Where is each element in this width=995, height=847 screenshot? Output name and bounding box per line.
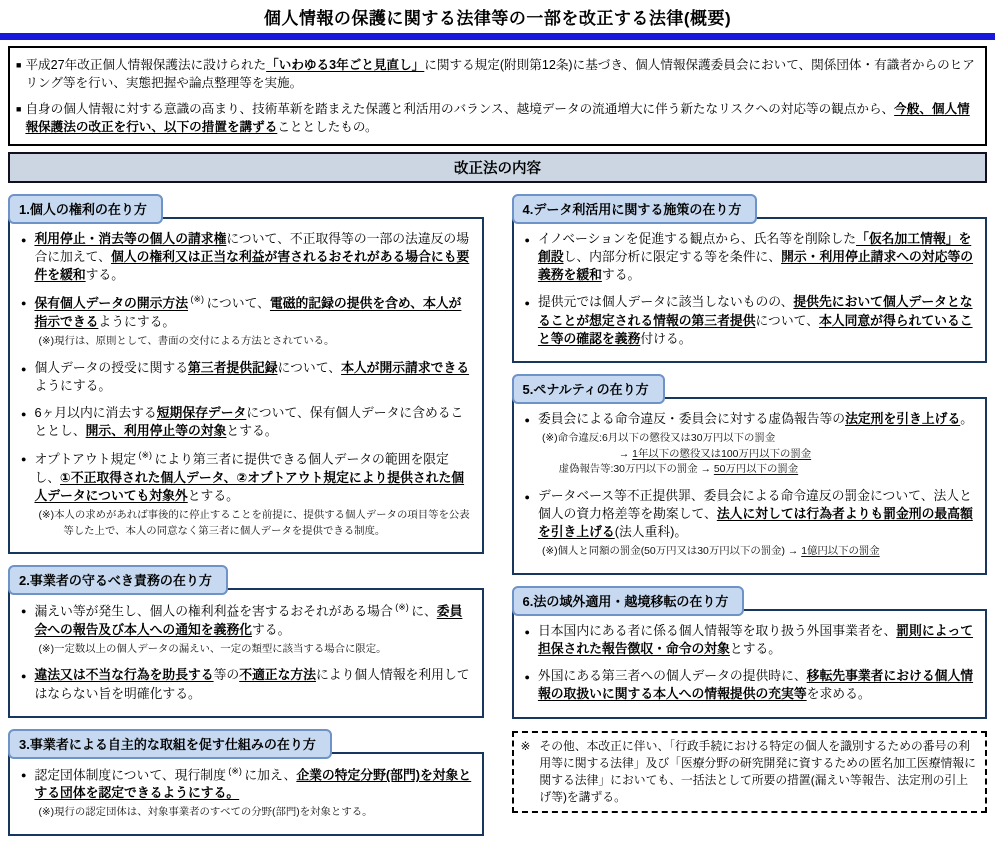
bullet-text <box>34 765 473 821</box>
text-segment: 付ける。 <box>640 330 692 346</box>
text-segment: 移転先事業者における個人情報の取扱いに関する本人への情報提供の充実等 <box>537 668 974 702</box>
section-3-body <box>8 752 484 836</box>
text-segment: する。 <box>85 267 125 283</box>
bullet-text <box>538 667 977 703</box>
section-6 <box>512 586 988 719</box>
text-segment: 開示、利用停止等の対象 <box>85 423 227 439</box>
footnote-line <box>38 334 473 350</box>
text-segment: (※)個人と同額の罰金(50万円又は30万円以下の罰金) → <box>541 546 802 558</box>
text-segment: 。 <box>960 410 974 426</box>
footnote-block <box>38 334 473 350</box>
text-segment: 法定刑を引き上げる <box>845 410 961 426</box>
text-segment: 認定団体制度について、現行制度 <box>34 767 226 782</box>
text-segment: データベース等不正提供罪、委員会による命令違反の罰金について、法人と個人の資力格差等を勘案して、 <box>537 487 972 522</box>
text-segment: について、 <box>206 295 270 311</box>
text-segment: (※) <box>188 294 207 305</box>
section-1-bullet-5 <box>18 449 474 539</box>
text-segment: (※) <box>136 450 155 461</box>
footnote-line <box>619 447 977 463</box>
text-segment: 企業の特定分野(部門)を対象とする団体を認定できるようにする。 <box>34 767 472 801</box>
intro-bullet-2-text <box>25 100 977 137</box>
circle-bullet-icon: ● <box>21 769 27 780</box>
text-segment: し、内部分析に限定する等を条件に、 <box>563 249 782 265</box>
text-segment: (※) <box>392 602 412 613</box>
text-segment: 違法又は不当な行為を助長する <box>34 667 214 683</box>
text-segment: により第三者に提供できる個人データの範囲を限定し、 <box>34 451 449 485</box>
text-segment: する。 <box>251 621 291 637</box>
section-1-body <box>8 217 484 554</box>
section-3 <box>8 729 484 836</box>
section-2-bullet-1 <box>18 601 474 657</box>
text-segment: 電磁的記録の提供を含め、本人が指示できる <box>34 295 462 329</box>
section-4-bullet-2 <box>522 293 978 347</box>
section-5 <box>512 374 988 575</box>
circle-bullet-icon: ● <box>21 671 27 682</box>
text-segment: 本人同意が得られていること等の確認を義務 <box>537 312 973 346</box>
text-segment: に関する規定(附則第12条)に基づき、個人情報保護委員会において、関係団体・有識者からのヒアリング等を行い、実態把握や論点整理等を実施。 <box>25 58 975 91</box>
bullet-text <box>538 622 977 658</box>
section-6-bullet-2 <box>522 667 978 703</box>
text-segment: 法人に対しては行為者よりも罰金刑の最高額を引き上げる <box>537 506 973 540</box>
section-2-tab: 2.事業者の守るべき責務の在り方 <box>8 565 228 595</box>
text-segment: とする。 <box>226 423 278 439</box>
columns-container <box>8 194 987 847</box>
bullet-text <box>34 359 473 395</box>
text-segment: オプトアウト規定 <box>34 451 137 467</box>
text-segment: イノベーションを促進する観点から、氏名等を削除した <box>537 231 857 246</box>
footnote-block <box>38 508 473 539</box>
bullet-text <box>34 404 473 440</box>
section-5-bullet-2 <box>522 487 978 560</box>
section-5-bullet-1 <box>522 410 978 478</box>
text-segment: 日本国内にある者に係る個人情報等を取り扱う外国事業者を、 <box>537 623 897 638</box>
text-segment: 「いわゆる3年ごと見直し」 <box>266 58 425 72</box>
square-bullet-icon: ■ <box>16 103 22 114</box>
text-segment: 委員会による命令違反・委員会に対する虚偽報告等の <box>537 410 846 426</box>
reference-mark: ※ <box>520 738 531 753</box>
circle-bullet-icon: ● <box>524 627 530 637</box>
text-segment: → <box>618 448 633 460</box>
text-segment: ①不正取得された個人データ、②オプトアウト規定により提供された個人データについても対象外 <box>34 469 465 503</box>
text-segment: に加え、 <box>244 767 297 782</box>
text-segment: 自身の個人情報に対する意識の高まり、技術革新を踏まえた保護と利活用のバランス、越境データの流通増大に伴う新たなリスクへの対応等の観点から、 <box>25 101 895 116</box>
left-column <box>8 194 484 847</box>
intro-bullet-1-text <box>25 56 977 93</box>
text-segment: (※)現行は、原則として、書面の交付による方法とされている。 <box>38 336 335 348</box>
text-segment: 提供先において個人データとなることが想定される情報の第三者提供 <box>537 294 973 328</box>
bullet-text <box>34 666 473 702</box>
text-segment: その他、本改正に伴い、「行政手続における特定の個人を識別するための番号の利用等に関する法律」及び「医療分野の研究開発に資するための匿名加工医療情報に関する法律」においても、一括法として所要の措置(漏えい等報告、法定刑の引上げ等)を講ずる。 <box>539 738 976 804</box>
text-segment: する。 <box>601 267 641 283</box>
text-segment: 等の <box>213 667 240 683</box>
right-column <box>512 194 988 813</box>
bullet-text <box>538 293 977 347</box>
bullet-text <box>538 230 977 284</box>
text-segment: (※)本人の求めがあれば事後的に停止することを前提に、提供する個人データの項目等を公表等した上で、本人の同意なく第三者に個人データを提供できる制度。 <box>38 510 470 537</box>
section-5-body <box>512 397 988 575</box>
footnote-block <box>542 544 977 560</box>
text-segment: ようにする。 <box>98 313 176 329</box>
text-segment: 50万円以下の罰金 <box>713 464 799 476</box>
circle-bullet-icon: ● <box>21 235 27 245</box>
bottom-footnote-text <box>539 738 978 806</box>
text-segment: を求める。 <box>806 686 871 702</box>
text-segment: 利用停止・消去等の個人の請求権 <box>34 231 227 246</box>
section-1-bullet-4 <box>18 404 474 440</box>
text-segment: 「仮名加工情報」を創設 <box>537 231 972 265</box>
footnote-block <box>38 805 473 821</box>
text-segment: 1年以下の懲役又は100万円以下の罰金 <box>632 448 812 460</box>
text-segment: について、 <box>277 359 342 375</box>
text-segment: 短期保存データ <box>156 404 247 420</box>
text-segment: 本人が開示請求できる <box>341 359 470 375</box>
text-segment: について、 <box>755 312 819 328</box>
circle-bullet-icon: ● <box>524 672 530 683</box>
circle-bullet-icon: ● <box>524 414 530 425</box>
text-segment: 提供元では個人データに該当しないものの、 <box>537 294 794 310</box>
circle-bullet-icon: ● <box>524 491 530 502</box>
section-2-bullet-2 <box>18 666 474 702</box>
content-section-header: 改正法の内容 <box>8 152 987 183</box>
intro-bullet-2 <box>16 100 977 137</box>
footnote-block <box>38 642 473 658</box>
text-segment: こととしたもの。 <box>277 119 378 134</box>
text-segment: (※)現行の認定団体は、対象事業者のすべての分野(部門)を対象とする。 <box>38 807 373 819</box>
text-segment: 開示・利用停止請求への対応等の義務を緩和 <box>537 249 974 283</box>
section-2 <box>8 565 484 718</box>
section-3-bullet-1 <box>18 765 474 821</box>
intro-bullet-1 <box>16 56 977 93</box>
footnote-block <box>542 431 977 478</box>
circle-bullet-icon: ● <box>21 298 27 309</box>
title-accent-rule <box>0 33 995 40</box>
square-bullet-icon: ■ <box>16 60 22 70</box>
section-4-bullet-1 <box>522 230 978 284</box>
circle-bullet-icon: ● <box>21 363 27 374</box>
text-segment: について、保有個人データに含めることとし、 <box>34 404 464 439</box>
bottom-footnote-box <box>512 731 988 813</box>
text-segment: 委員会への報告及び本人への通知を義務化 <box>34 603 463 637</box>
text-segment: について、不正取得等の一部の法違反の場合に加えて、 <box>34 231 470 265</box>
circle-bullet-icon: ● <box>524 235 530 245</box>
bullet-text <box>538 410 977 478</box>
text-segment: (※)命令違反:6月以下の懲役又は30万円以下の罰金 <box>541 433 776 445</box>
intro-box <box>8 46 987 146</box>
section-4-tab: 4.データ利活用に関する施策の在り方 <box>512 194 758 224</box>
section-6-tab: 6.法の域外適用・越境移転の在り方 <box>512 586 745 616</box>
section-4 <box>512 194 988 363</box>
text-segment: 第三者提供記録 <box>188 359 278 375</box>
text-segment: 不適正な方法 <box>239 667 316 683</box>
text-segment: 今般、個人情報保護法の改正を行い、以下の措置を講ずる <box>25 101 970 134</box>
footnote-line <box>559 462 977 478</box>
circle-bullet-icon: ● <box>524 298 530 309</box>
section-5-tab: 5.ペナルティの在り方 <box>512 374 665 404</box>
section-1-tab: 1.個人の権利の在り方 <box>8 194 163 224</box>
text-segment: (※)一定数以上の個人データの漏えい、一定の類型に該当する場合に限定。 <box>38 643 387 655</box>
text-segment: 保有個人データの開示方法 <box>34 295 188 311</box>
section-1-bullet-3 <box>18 359 474 395</box>
text-segment: ようにする。 <box>34 377 112 393</box>
text-segment: 6ヶ月以内に消去する <box>34 404 157 420</box>
text-segment: (法人重科)。 <box>614 524 688 540</box>
footnote-line <box>38 508 473 539</box>
bullet-text <box>34 293 473 349</box>
section-1-bullet-1 <box>18 230 474 284</box>
text-segment: に、 <box>411 603 437 619</box>
circle-bullet-icon: ● <box>21 408 27 419</box>
text-segment: 虚偽報告等:30万円以下の罰金 → <box>558 464 714 476</box>
footnote-line <box>38 805 473 821</box>
text-segment: 罰則によって担保された報告徴収・命令の対象 <box>537 623 974 657</box>
text-segment: とする。 <box>187 487 239 503</box>
section-4-body <box>512 217 988 363</box>
footnote-line <box>542 544 977 560</box>
text-segment: 1億円以下の罰金 <box>801 546 880 558</box>
text-segment: とする。 <box>729 641 782 657</box>
text-segment: 平成27年改正個人情報保護法に設けられた <box>25 58 267 72</box>
circle-bullet-icon: ● <box>21 606 27 617</box>
circle-bullet-icon: ● <box>21 454 27 465</box>
section-1-bullet-2 <box>18 293 474 349</box>
bullet-text <box>34 449 473 539</box>
section-2-body <box>8 588 484 718</box>
text-segment: 個人データの授受に関する <box>34 359 188 375</box>
bullet-text <box>538 487 977 560</box>
footnote-line <box>38 642 473 658</box>
text-segment: 外国にある第三者への個人データの提供時に、 <box>537 668 807 684</box>
bullet-text <box>34 601 473 657</box>
text-segment: (※) <box>225 765 245 776</box>
section-6-body <box>512 609 988 719</box>
footnote-line <box>542 431 977 447</box>
section-3-tab: 3.事業者による自主的な取組を促す仕組みの在り方 <box>8 729 332 759</box>
section-1 <box>8 194 484 554</box>
section-6-bullet-1 <box>522 622 978 658</box>
bullet-text <box>34 230 473 284</box>
page-title: 個人情報の保護に関する法律等の一部を改正する法律(概要) <box>263 9 732 28</box>
text-segment: により個人情報を利用してはならない旨を明確化する。 <box>34 667 470 701</box>
text-segment: 個人の権利又は正当な利益が害されるおそれがある場合にも要件を緩和 <box>34 249 470 283</box>
text-segment: 漏えい等が発生し、個人の権利利益を害するおそれがある場合 <box>34 603 393 619</box>
